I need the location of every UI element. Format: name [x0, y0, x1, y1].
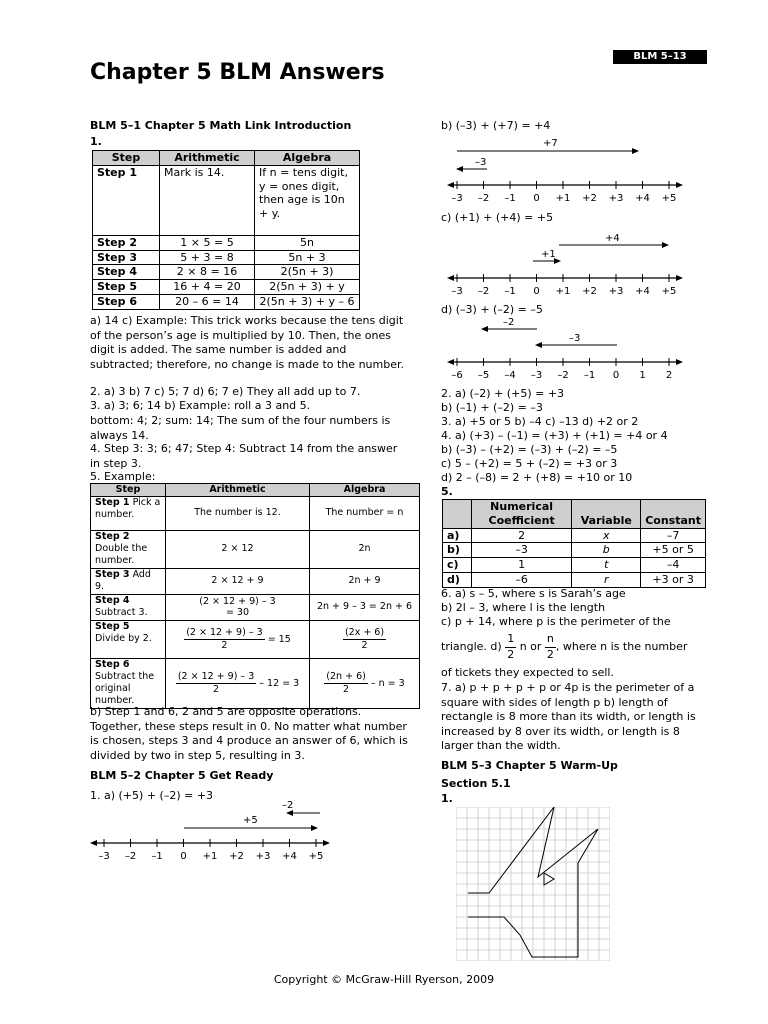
table-cell: Step 5	[93, 280, 160, 295]
table-cell: –3	[471, 543, 572, 558]
arrow-label: +1	[541, 249, 556, 260]
triangle-marker	[544, 873, 554, 885]
table-cell: 2 × 12	[166, 530, 310, 568]
tick-label: +2	[229, 851, 244, 862]
tick-label: +2	[582, 286, 597, 297]
table-cell: x	[572, 528, 641, 543]
tick-label: –1	[504, 286, 516, 297]
table-cell: –4	[641, 558, 706, 573]
arrow-label: +4	[605, 233, 620, 244]
subsection-heading: Section 5.1	[441, 777, 511, 790]
answer-2a: 2. a) (–2) + (+5) = +3	[441, 387, 565, 400]
col-header: Algebra	[255, 151, 360, 166]
answer-3: 3. a) 3; 6; 14 b) Example: roll a 3 and 5.	[90, 399, 311, 412]
table-cell: 2n + 9	[310, 568, 420, 594]
table-cell: b)	[443, 543, 472, 558]
copyright-footer: Copyright © McGraw-Hill Ryerson, 2009	[273, 973, 495, 986]
table-cell: 2	[471, 528, 572, 543]
number-line-1c	[445, 228, 685, 298]
col-header: Arithmetic	[160, 151, 255, 166]
tick-label: –1	[504, 193, 516, 204]
table-cell: d)	[443, 572, 472, 587]
table-cell: Step 3 Add 9.	[91, 568, 166, 594]
tick-label: –5	[477, 370, 490, 381]
answer-5b: b) Step 1 and 6, 2 and 5 are opposite operations. Together, these steps result in 0. No matter what number is chosen, steps 3 and 4 produce an answer of 6, which is divided by two in step 5, resulting in 3.	[90, 705, 408, 762]
table-cell: +5 or 5	[641, 543, 706, 558]
col-header: Algebra	[310, 484, 420, 497]
tick-label: –3	[451, 286, 463, 297]
table-cell: 2(5n + 3)	[255, 265, 360, 280]
col-header: Numerical Coefficient	[471, 500, 572, 529]
table-cell: (2 × 12 + 9) – 3 = 30	[166, 594, 310, 620]
answer-7: 7. a) p + p + p + p or 4p is the perimeter of a square with sides of length p b) length of rectangle is 8 more than its width, or length is increased by 8 over its width, or length is 8 larger than the width.	[441, 681, 696, 753]
tick-label: –2	[477, 286, 490, 297]
tick-label: +3	[608, 193, 624, 204]
tick-label: –4	[504, 370, 516, 381]
answer-6b: b) 2l – 3, where l is the length	[441, 601, 606, 614]
answer-1: a) 14 c) Example: This trick works because the tens digit of the person’s age is multiplied by 10. Then, the ones digit is added. The same number is added and subtracted; therefore, no change is made to the number.	[90, 314, 404, 371]
tick-label: 2	[665, 370, 673, 381]
tick-label: +2	[582, 193, 597, 204]
table-cell: 2(5n + 3) + y – 6	[255, 294, 360, 309]
answer-4b: b) (–3) – (+2) = (–3) + (–2) = –5	[441, 443, 618, 456]
tick-label: +5	[308, 851, 324, 862]
tick-label: 0	[533, 286, 540, 297]
table-cell: 1 × 5 = 5	[160, 235, 255, 250]
arrow-label: –2	[282, 800, 294, 811]
table-cell: 2 × 8 = 16	[160, 265, 255, 280]
get-ready-1a: 1. a) (+5) + (–2) = +3	[90, 789, 214, 802]
table-cell: r	[572, 572, 641, 587]
question-number: 5.	[441, 485, 453, 498]
tick-label: +1	[555, 286, 571, 297]
col-header: Step	[93, 151, 160, 166]
question-number: 1.	[441, 792, 453, 805]
answer-3-cont: bottom: 4; 2; sum: 14; The sum of the four numbers is always 14.	[90, 414, 391, 442]
table-cell: Mark is 14.	[160, 165, 255, 235]
table-cell: 2n + 9 – 3 = 2n + 6	[310, 594, 420, 620]
blm-badge: BLM 5–13	[613, 50, 707, 64]
answer-6a: 6. a) s – 5, where s is Sarah’s age	[441, 587, 626, 600]
tick-label: –1	[151, 851, 163, 862]
tick-label: –2	[557, 370, 569, 381]
table-cell: 2 × 12 + 9	[166, 568, 310, 594]
answer-2b: b) (–1) + (–2) = –3	[441, 401, 543, 414]
table-cell: 2n	[310, 530, 420, 568]
table-cell: $\frac{(2 \times 12 + 9) - 3}{2}$ – 12 = 3	[166, 658, 310, 708]
arrow-label: +7	[543, 138, 558, 149]
table-cell: –7	[641, 528, 706, 543]
table-cell: Step 2 Double the number.	[91, 530, 166, 568]
table-cell: The number is 12.	[166, 496, 310, 530]
table-cell: Step 4	[93, 265, 160, 280]
tick-label: 0	[533, 193, 540, 204]
col-header: Arithmetic	[166, 484, 310, 497]
answer-4: 4. Step 3: 3; 6; 47; Step 4: Subtract 14 from the answer in step 3.	[90, 442, 398, 470]
tick-label: –1	[583, 370, 596, 381]
answer-3: 3. a) +5 or 5 b) –4 c) –13 d) +2 or 2	[441, 415, 639, 428]
grid-diagram	[456, 807, 610, 961]
table-cell: Step 3	[93, 250, 160, 265]
tick-label: 0	[612, 370, 620, 381]
col-header	[443, 500, 472, 529]
table-cell: Step 2	[93, 235, 160, 250]
tick-label: +4	[282, 851, 297, 862]
tick-label: +5	[661, 286, 677, 297]
tick-label: 0	[180, 851, 187, 862]
answer-2: 2. a) 3 b) 7 c) 5; 7 d) 6; 7 e) They all add up to 7.	[90, 385, 361, 398]
answer-6c: c) p + 14, where p is the perimeter of the	[441, 615, 671, 628]
answer-4d: d) 2 – (–8) = 2 + (+8) = +10 or 10	[441, 471, 633, 484]
section-heading-5-1: BLM 5–1 Chapter 5 Math Link Introduction	[90, 119, 352, 132]
answer-1b: b) (–3) + (+7) = +4	[441, 119, 551, 132]
tick-label: +1	[202, 851, 218, 862]
number-line-1b	[445, 135, 685, 205]
table-cell: 20 – 6 = 14	[160, 294, 255, 309]
table-cell: Step 6 Subtract the original number.	[91, 658, 166, 708]
table-cell: t	[572, 558, 641, 573]
table-cell: $\frac{(2 \times 12 + 9) - 3}{2}$ = 15	[166, 620, 310, 658]
tick-label: +3	[608, 286, 624, 297]
table-cell: The number = n	[310, 496, 420, 530]
math-link-table	[92, 150, 360, 310]
tick-label: –2	[477, 193, 490, 204]
table-cell: 5n	[255, 235, 360, 250]
section-heading-5-3: BLM 5–3 Chapter 5 Warm-Up	[441, 759, 618, 772]
tick-label: +1	[555, 193, 571, 204]
number-line-1d	[445, 312, 685, 382]
answer-4c: c) 5 – (+2) = 5 + (–2) = +3 or 3	[441, 457, 618, 470]
page-title: Chapter 5 BLM Answers	[90, 60, 385, 85]
col-header: Variable	[572, 500, 641, 529]
example-table	[90, 483, 420, 709]
table-cell: b	[572, 543, 641, 558]
table-cell: c)	[443, 558, 472, 573]
table-cell: If n = tens digit, y = ones digit, then age is 10n + y.	[255, 165, 360, 235]
answer-4a: 4. a) (+3) – (–1) = (+3) + (+1) = +4 or 4	[441, 429, 668, 442]
tick-label: –3	[530, 370, 543, 381]
tick-label: +3	[255, 851, 271, 862]
number-line-1a	[88, 798, 338, 866]
table-cell: 5n + 3	[255, 250, 360, 265]
table-cell: –6	[471, 572, 572, 587]
table-cell: a)	[443, 528, 472, 543]
tick-label: +5	[661, 193, 677, 204]
tick-label: –3	[98, 851, 110, 862]
table-cell: 1	[471, 558, 572, 573]
table-cell: Step 1	[93, 165, 160, 235]
tick-label: –2	[124, 851, 137, 862]
table-cell: Step 4 Subtract 3.	[91, 594, 166, 620]
answer-1d: d) (–3) + (–2) = –5	[441, 303, 543, 316]
tick-label: +4	[635, 286, 650, 297]
table-cell: 5 + 3 = 8	[160, 250, 255, 265]
table-cell: Step 5 Divide by 2.	[91, 620, 166, 658]
question-number: 1.	[90, 135, 102, 148]
arrow-label: –3	[569, 333, 581, 344]
coefficient-table	[442, 499, 706, 588]
arrow-label: –3	[475, 157, 487, 168]
col-header: Step	[91, 484, 166, 497]
answer-1c: c) (+1) + (+4) = +5	[441, 211, 554, 224]
answer-6d-cont: of tickets they expected to sell.	[441, 666, 614, 679]
answer-6d: triangle. d) $\frac{1}{2}$ n or $\frac{n}{2}$ , where n is the number	[441, 632, 688, 661]
table-cell: $\frac{(2n + 6)}{2}$ – n = 3	[310, 658, 420, 708]
table-cell: 2(5n + 3) + y	[255, 280, 360, 295]
col-header: Constant	[641, 500, 706, 529]
tick-label: 1	[639, 370, 646, 381]
tick-label: –6	[451, 370, 463, 381]
arrow-label: –2	[503, 317, 515, 328]
table-cell: $\frac{(2x + 6)}{2}$	[310, 620, 420, 658]
tick-label: –3	[451, 193, 463, 204]
table-cell: Step 6	[93, 294, 160, 309]
section-heading-5-2: BLM 5–2 Chapter 5 Get Ready	[90, 769, 274, 782]
answer-5: 5. Example:	[90, 470, 156, 483]
table-cell: Step 1 Pick a number.	[91, 496, 166, 530]
arrow-label: +5	[243, 815, 258, 826]
table-cell: 16 + 4 = 20	[160, 280, 255, 295]
tick-label: +4	[635, 193, 650, 204]
table-cell: +3 or 3	[641, 572, 706, 587]
